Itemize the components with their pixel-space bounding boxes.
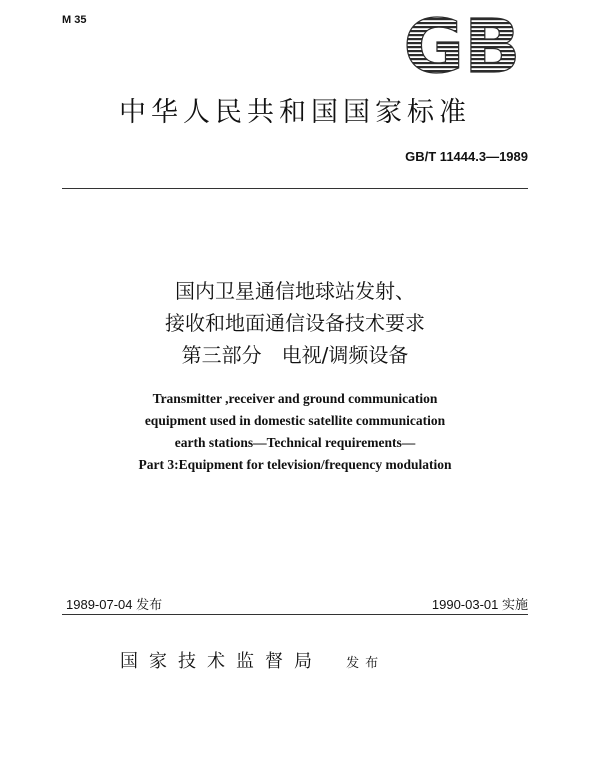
chinese-title [60, 275, 530, 371]
bottom-divider [62, 614, 528, 615]
gb-logo [400, 10, 524, 80]
issuer-name: 国家技术监督局 [120, 651, 323, 672]
issuer-suffix: 发布 [346, 656, 385, 671]
chinese-title-line: 第三部分 电视/调频设备 [181, 343, 409, 367]
classification-code: M 35 [62, 14, 87, 26]
standard-number: GB/T 11444.3—1989 [405, 149, 528, 164]
implementation-date: 1990-03-01 实施 [431, 597, 528, 612]
gb-logo-graphic [400, 10, 524, 80]
chinese-title-line: 接收和地面通信设备技术要求 [165, 311, 425, 335]
chinese-title-line: 国内卫星通信地球站发射、 [175, 279, 415, 303]
english-title-line: earth stations—Technical requirements— [174, 435, 416, 450]
english-title [60, 388, 530, 476]
top-divider [62, 188, 528, 189]
issuing-authority [120, 647, 384, 673]
gb-logo-text: GB [403, 10, 521, 80]
english-title-line: equipment used in domestic satellite communication [144, 413, 446, 428]
issue-date: 1989-07-04 发布 [66, 597, 163, 612]
english-title-line: Part 3:Equipment for television/frequency modulation [138, 457, 452, 472]
national-standard-title: 中华人民共和国国家标准 [119, 97, 471, 128]
english-title-line: Transmitter ,receiver and ground communication [152, 391, 438, 406]
